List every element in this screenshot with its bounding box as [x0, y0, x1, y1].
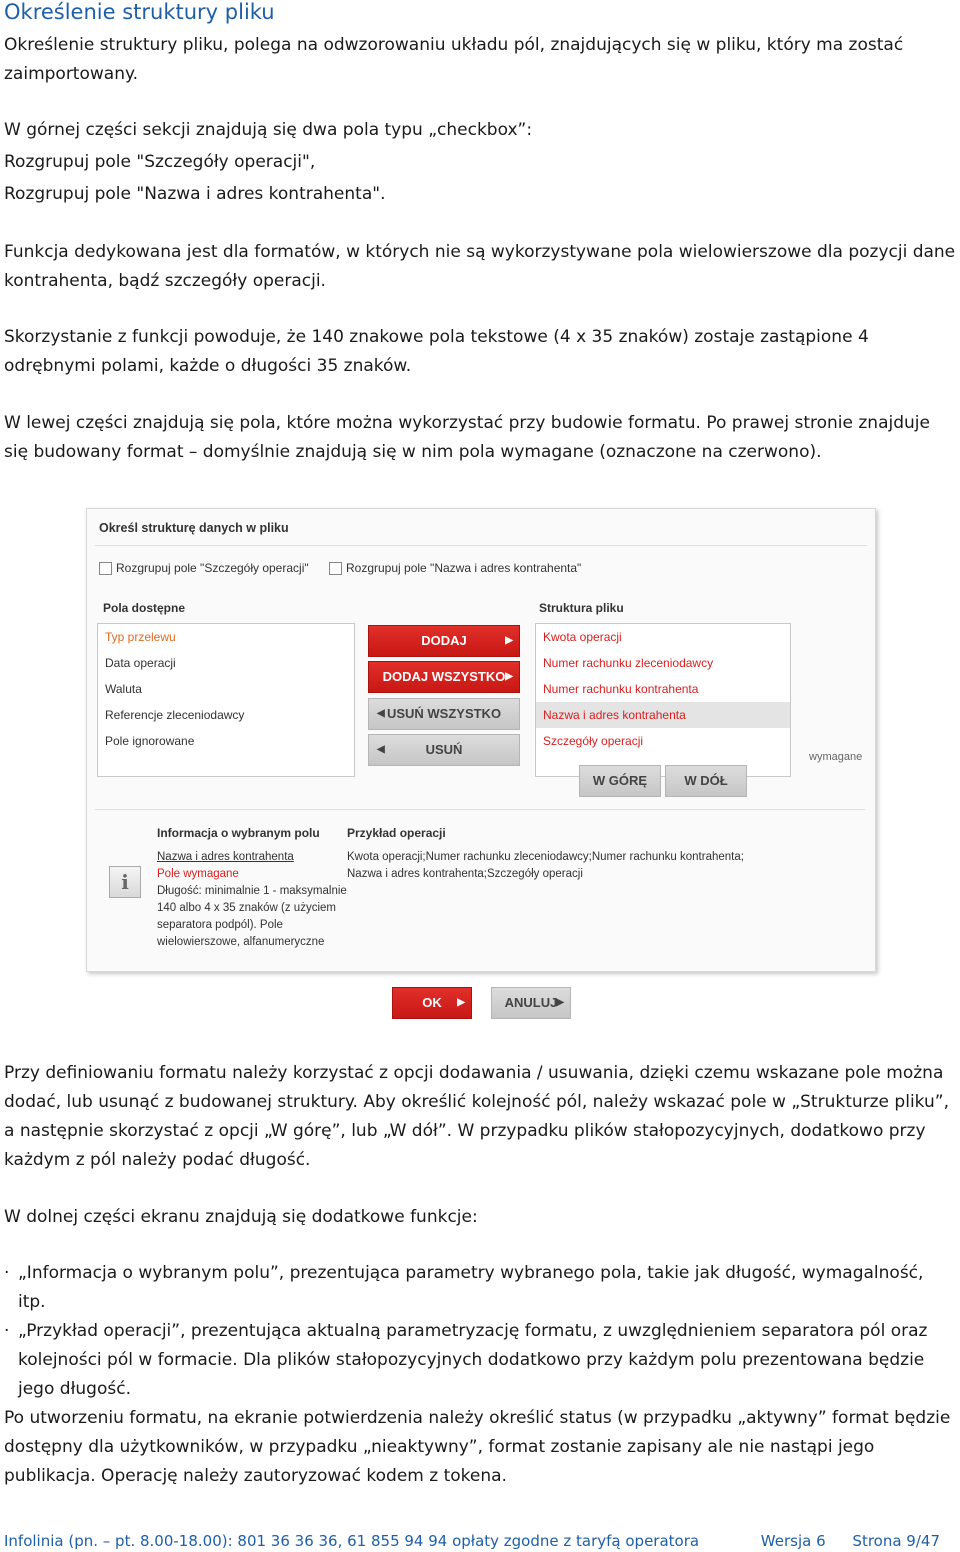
bullet-text: „Przykład operacji”, prezentująca aktualną parametryzację formatu, z uwzględnieniem separatora pól oraz kolejności pól w formacie. Dla plików stałopozycyjnych dodatkowo przy każdym polu prezentowana będzie jego długość.	[18, 1321, 928, 1399]
paragraph-layout: W lewej części znajdują się pola, które można wykorzystać przy budowie formatu. Po prawej stronie znajduje się budowany format – domyślnie znajdują się w nim pola wymagane (oznaczone na czerwono).	[4, 413, 930, 462]
footer-meta	[739, 1530, 940, 1552]
arrow-left-icon: ◀	[377, 708, 385, 719]
info-line: Długość: minimalnie 1 - maksymalnie	[157, 885, 347, 897]
move-down-button[interactable]: W DÓŁ	[665, 765, 747, 797]
info-line: 140 albo 4 x 35 znaków (z użyciem	[157, 902, 336, 914]
cancel-button[interactable]	[491, 987, 571, 1019]
footer-page-number: Strona 9/47	[852, 1532, 940, 1550]
paragraph-checkboxes	[4, 116, 956, 209]
example-line: Nazwa i adres kontrahenta;Szczegóły operacji	[347, 868, 583, 880]
divider	[95, 545, 867, 546]
checkbox-box[interactable]	[99, 562, 112, 575]
arrow-right-icon: ▶	[505, 635, 513, 646]
paragraph-intro: Określenie struktury pliku, polega na odwzorowaniu układu pól, znajdujących się w pliku, który ma zostać zaimportowany.	[4, 35, 904, 84]
bullet-text: „Informacja o wybranym polu”, prezentująca parametry wybranego pola, takie jak długość, wymagalność, itp.	[18, 1263, 924, 1312]
bullet-icon: ·	[4, 1321, 10, 1341]
arrow-right-icon: ▶	[556, 997, 564, 1008]
arrow-right-icon: ▶	[457, 997, 465, 1008]
ungroup-details-checkbox[interactable]	[99, 561, 309, 575]
structure-dialog	[86, 508, 876, 972]
paragraph-definition: Przy definiowaniu formatu należy korzystać z opcji dodawania / usuwania, dzięki czemu wskazane pole można dodać, lub usunąć z budowanej struktury. Aby określić kolejność pól, należy wskazać pole w „Strukturze pliku”, a następnie skorzystać z opcji „W górę”, lub „W dół”. W przypadku plików stałopozycyjnych, dodatkowo przy każdym z pól należy podać długość.	[4, 1063, 949, 1170]
list-item[interactable]: Waluta	[105, 682, 142, 696]
available-fields-title: Pola dostępne	[103, 601, 186, 615]
remove-all-button-label: USUŃ WSZYSTKO	[386, 706, 502, 721]
footer-hotline: Infolinia (pn. – pt. 8.00-18.00): 801 36 36 36, 61 855 94 94 opłaty zgodne z taryfą operatora	[4, 1532, 700, 1550]
cancel-button-label: ANULUJ	[504, 995, 558, 1010]
example-line: Kwota operacji;Numer rachunku zleceniodawcy;Numer rachunku kontrahenta;	[347, 851, 744, 863]
add-button-label: DODAJ	[421, 633, 467, 648]
checkbox-intro-line: W górnej części sekcji znajdują się dwa pola typu „checkbox”:	[4, 120, 533, 140]
checkbox-label: Rozgrupuj pole "Nazwa i adres kontrahenta"	[346, 561, 582, 575]
info-details	[157, 849, 347, 951]
list-item[interactable]: Typ przelewu	[105, 630, 176, 644]
list-item[interactable]: Numer rachunku kontrahenta	[543, 682, 699, 696]
info-title: Informacja o wybranym polu	[157, 826, 320, 840]
list-item	[4, 1317, 956, 1404]
arrow-left-icon: ◀	[377, 744, 385, 755]
info-icon: i	[109, 866, 141, 898]
paragraph-status: Po utworzeniu formatu, na ekranie potwierdzenia należy określić status (w przypadku „aktywny” format będzie dostępny dla użytkowników, w przypadku „nieaktywny”, format zostanie zapisany ale nie nastąpi jego publikacja. Operację należy zautoryzować kodem z tokena.	[4, 1408, 951, 1486]
add-button[interactable]	[368, 625, 520, 657]
list-item[interactable]: Pole ignorowane	[105, 734, 195, 748]
available-fields-list[interactable]	[97, 623, 355, 777]
list-item-selected[interactable]: Nazwa i adres kontrahenta	[536, 702, 790, 728]
info-field-name: Nazwa i adres kontrahenta	[157, 851, 294, 863]
list-item[interactable]: Data operacji	[105, 656, 176, 670]
dialog-title: Określ strukturę danych w pliku	[99, 521, 289, 535]
paragraph-usage: Skorzystanie z funkcji powoduje, że 140 znakowe pola tekstowe (4 x 35 znaków) zostaje zastąpione 4 odrębnymi polami, każde o długości 35 znaków.	[4, 327, 869, 376]
list-item[interactable]: Kwota operacji	[543, 630, 622, 644]
bullet-list	[4, 1259, 956, 1491]
paragraph-bottom-functions: W dolnej części ekranu znajdują się dodatkowe funkcje:	[4, 1207, 478, 1227]
checkbox-box[interactable]	[329, 562, 342, 575]
add-all-button-label: DODAJ WSZYSTKO	[382, 669, 506, 684]
page-title: Określenie struktury pliku	[4, 0, 275, 24]
remove-button[interactable]	[368, 734, 520, 766]
page-footer	[4, 1529, 956, 1550]
ok-button[interactable]	[392, 987, 472, 1019]
paragraph-function: Funkcja dedykowana jest dla formatów, w których nie są wykorzystywane pola wielowierszowe dla pozycji dane kontrahenta, bądź szczegóły operacji.	[4, 242, 956, 291]
info-required: Pole wymagane	[157, 868, 239, 880]
example-title: Przykład operacji	[347, 826, 446, 840]
required-note: wymagane	[809, 751, 863, 763]
move-up-button[interactable]: W GÓRĘ	[579, 765, 661, 797]
example-text	[347, 849, 744, 883]
footer-version: Wersja 6	[760, 1532, 826, 1550]
ok-button-label: OK	[422, 995, 442, 1010]
checkbox-line-1: Rozgrupuj pole "Szczegóły operacji",	[4, 152, 316, 172]
info-section	[95, 809, 865, 962]
list-item[interactable]: Szczegóły operacji	[543, 734, 644, 748]
bullet-icon: ·	[4, 1263, 10, 1283]
file-structure-list[interactable]	[535, 623, 791, 777]
add-all-button[interactable]	[368, 661, 520, 693]
remove-button-label: USUŃ	[425, 742, 463, 757]
info-line: separatora podpól). Pole	[157, 919, 283, 931]
info-line: wielowierszowe, alfanumeryczne	[157, 936, 325, 948]
checkbox-label: Rozgrupuj pole "Szczegóły operacji"	[116, 561, 309, 575]
arrow-right-icon: ▶	[505, 671, 513, 682]
checkbox-line-2: Rozgrupuj pole "Nazwa i adres kontrahenta".	[4, 184, 386, 204]
file-structure-title: Struktura pliku	[539, 601, 624, 615]
remove-all-button[interactable]	[368, 698, 520, 730]
list-item[interactable]: Referencje zleceniodawcy	[105, 708, 245, 722]
list-item[interactable]: Numer rachunku zleceniodawcy	[543, 656, 714, 670]
list-item	[4, 1259, 956, 1317]
ungroup-contractor-checkbox[interactable]	[329, 561, 581, 575]
